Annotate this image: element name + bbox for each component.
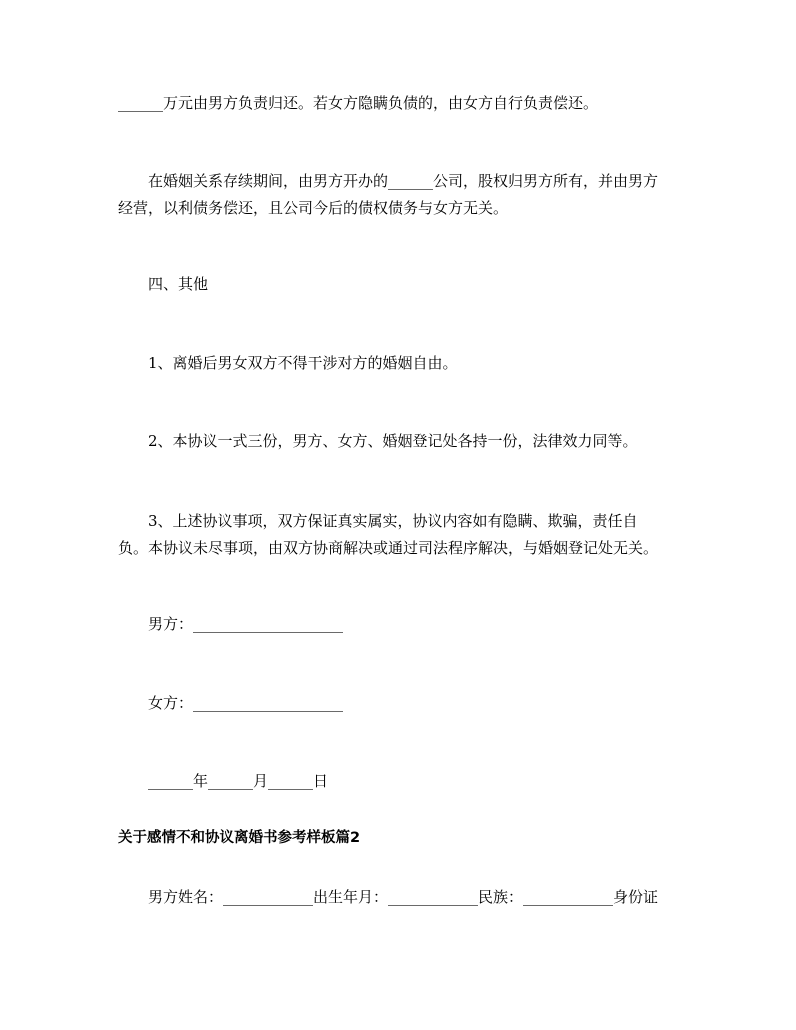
debt-repayment-text: ______万元由男方负责归还。若女方隐瞒负债的，由女方自行负责偿还。 <box>118 94 599 112</box>
company-clause-line-1: 在婚姻关系存续期间，由男方开办的______公司，股权归男方所有，并由男方 <box>148 172 659 190</box>
clause-3-line-2: 负。本协议未尽事项，由双方协商解决或通过司法程序解决，与婚姻登记处无关。 <box>118 539 659 557</box>
signature-female: 女方：____________________ <box>148 694 344 712</box>
clause-3-line-1: 3、上述协议事项，双方保证真实属实，协议内容如有隐瞒、欺骗，责任自 <box>148 512 638 530</box>
clause-1: 1、离婚后男女双方不得干涉对方的婚姻自由。 <box>148 354 458 372</box>
clause-2: 2、本协议一式三份，男方、女方、婚姻登记处各持一份，法律效力同等。 <box>148 432 638 450</box>
company-clause-line-2: 经营，以利债务偿还，且公司今后的债权债务与女方无关。 <box>118 199 509 217</box>
section-heading-other: 四、其他 <box>148 275 209 293</box>
section-title-template-2: 关于感情不和协议离婚书参考样板篇2 <box>118 830 361 846</box>
signature-male: 男方：____________________ <box>148 615 344 633</box>
date-line: ______年______月______日 <box>148 772 329 790</box>
male-info-line: 男方姓名：____________出生年月：____________民族：____________身份证 <box>148 888 659 906</box>
